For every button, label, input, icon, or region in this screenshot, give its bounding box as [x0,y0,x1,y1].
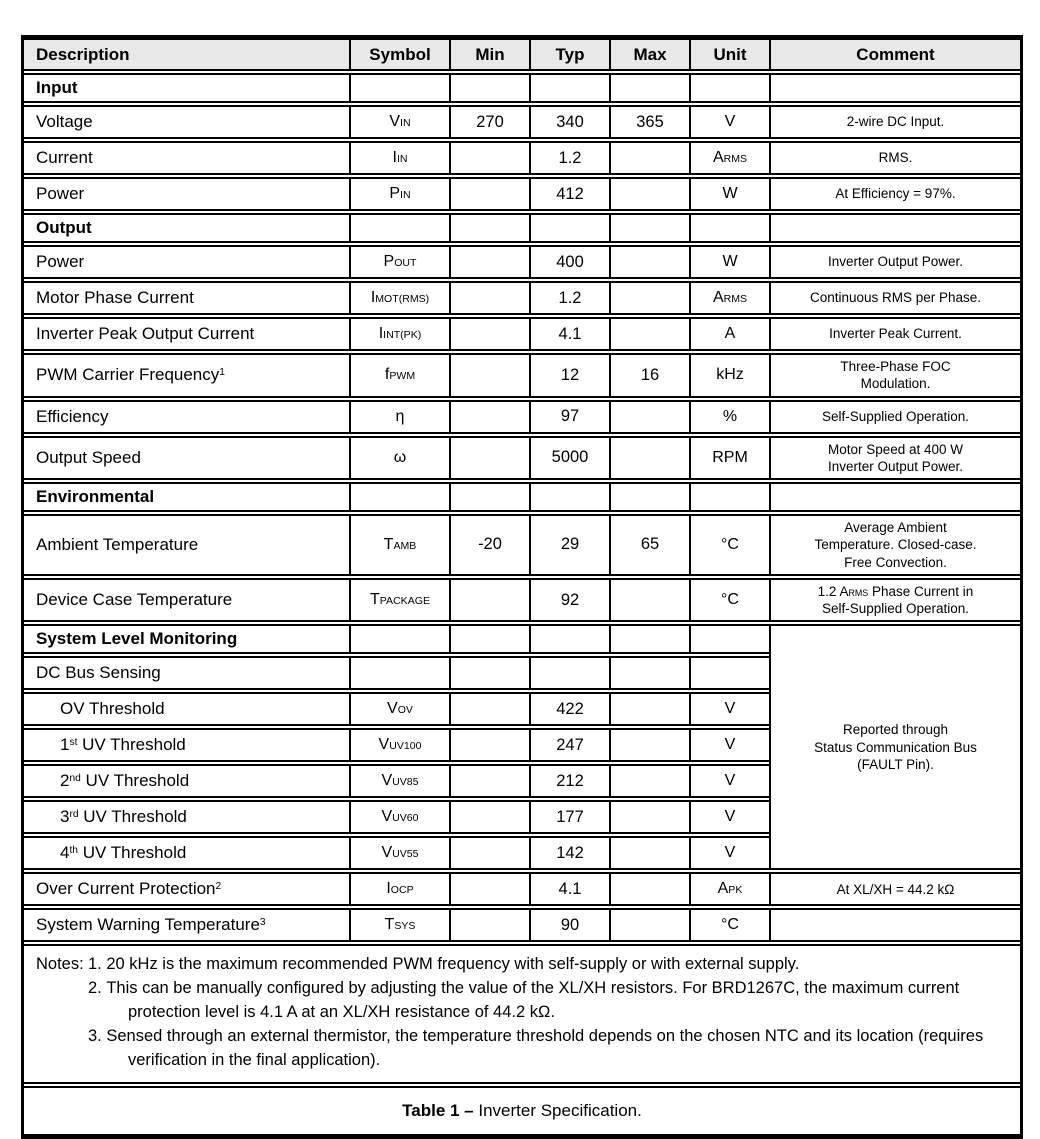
cell-comment: Self-Supplied Operation. [769,400,1020,434]
cell-unit: A [689,317,769,351]
table-body [24,73,1020,942]
cell-symbol: PIN [349,177,449,211]
cell-min [449,624,529,654]
cell-max [609,482,689,512]
cell-max: 365 [609,105,689,139]
column-header-symbol: Symbol [349,38,449,71]
cell-typ: 92 [529,578,609,623]
spec-row [24,281,1020,315]
section-row [24,213,1020,243]
cell-symbol [349,624,449,654]
cell-unit [689,656,769,690]
cell-min [449,245,529,279]
cell-unit: W [689,177,769,211]
cell-description: 1st UV Threshold [24,728,349,762]
cell-unit: RPM [689,436,769,481]
cell-unit: APK [689,872,769,906]
cell-description: System Warning Temperature$^3$ [24,908,349,942]
cell-description: Voltage [24,105,349,139]
cell-unit: ARMS [689,141,769,175]
cell-comment: At XL/XH = 44.2 kΩ [769,872,1020,906]
cell-comment-merged: Reported through Status Communication Bus (FAULT Pin). [769,624,1020,870]
cell-symbol: VUV60 [349,800,449,834]
cell-comment [769,908,1020,942]
section-row [24,73,1020,103]
cell-max [609,177,689,211]
cell-max [609,800,689,834]
spec-row [24,317,1020,351]
cell-description: Motor Phase Current [24,281,349,315]
section-row [24,482,1020,512]
cell-description: Current [24,141,349,175]
cell-symbol [349,482,449,512]
spec-row [24,177,1020,211]
cell-max [609,836,689,870]
cell-typ [529,656,609,690]
cell-min [449,353,529,398]
column-header-min: Min [449,38,529,71]
cell-typ: 412 [529,177,609,211]
cell-typ [529,73,609,103]
cell-unit: ARMS [689,281,769,315]
cell-min [449,656,529,690]
cell-max [609,245,689,279]
cell-comment: 1.2 ARMS Phase Current in Self-Supplied Operation. [769,578,1020,623]
cell-max: 16 [609,353,689,398]
cell-unit [689,213,769,243]
cell-min [449,872,529,906]
cell-min: 270 [449,105,529,139]
cell-typ: 422 [529,692,609,726]
cell-max [609,436,689,481]
cell-comment: Motor Speed at 400 W Inverter Output Power. [769,436,1020,481]
cell-max [609,624,689,654]
caption-label: Table 1 – [402,1101,474,1120]
cell-typ: 1.2 [529,141,609,175]
cell-min [449,800,529,834]
cell-comment: Inverter Output Power. [769,245,1020,279]
cell-unit: kHz [689,353,769,398]
cell-max [609,213,689,243]
cell-unit: V [689,764,769,798]
cell-unit: °C [689,578,769,623]
table-footer [24,944,1020,1136]
cell-description: 4th UV Threshold [24,836,349,870]
section-row [24,624,1020,654]
cell-max [609,872,689,906]
cell-symbol [349,656,449,690]
cell-min [449,281,529,315]
cell-symbol: η [349,400,449,434]
spec-row [24,578,1020,623]
cell-min [449,482,529,512]
caption-cell [24,1086,1020,1136]
cell-typ [529,624,609,654]
cell-description: DC Bus Sensing [24,656,349,690]
cell-min [449,578,529,623]
cell-symbol: TAMB [349,514,449,576]
notes-list [88,953,1010,1073]
cell-typ: 247 [529,728,609,762]
spec-table [24,36,1020,1138]
cell-max [609,764,689,798]
cell-symbol: VUV55 [349,836,449,870]
cell-symbol: IIN [349,141,449,175]
cell-comment [769,73,1020,103]
cell-unit: V [689,692,769,726]
spec-row [24,353,1020,398]
cell-comment [769,482,1020,512]
header-row [24,38,1020,71]
cell-max [609,141,689,175]
cell-min [449,177,529,211]
cell-symbol [349,213,449,243]
notes-cell [24,944,1020,1084]
column-header-comment: Comment [769,38,1020,71]
cell-symbol: TPACKAGE [349,578,449,623]
cell-comment [769,213,1020,243]
caption-row [24,1086,1020,1136]
cell-symbol: IINT(PK) [349,317,449,351]
spec-row [24,436,1020,481]
cell-unit: W [689,245,769,279]
cell-unit: V [689,836,769,870]
cell-max [609,317,689,351]
cell-description: Output Speed [24,436,349,481]
cell-typ: 12 [529,353,609,398]
caption-text: Inverter Specification. [473,1101,642,1120]
cell-max [609,656,689,690]
cell-max [609,692,689,726]
spec-row [24,245,1020,279]
cell-typ: 1.2 [529,281,609,315]
cell-description: Input [24,73,349,103]
table-header [24,38,1020,71]
cell-max [609,73,689,103]
cell-description: Inverter Peak Output Current [24,317,349,351]
cell-min [449,692,529,726]
cell-comment: RMS. [769,141,1020,175]
cell-min [449,436,529,481]
cell-unit: V [689,800,769,834]
cell-min [449,400,529,434]
cell-min: -20 [449,514,529,576]
cell-typ: 97 [529,400,609,434]
cell-unit: V [689,728,769,762]
cell-symbol: TSYS [349,908,449,942]
cell-comment: Continuous RMS per Phase. [769,281,1020,315]
cell-unit: °C [689,514,769,576]
cell-typ: 340 [529,105,609,139]
cell-typ [529,482,609,512]
cell-symbol: VUV85 [349,764,449,798]
cell-comment: Average Ambient Temperature. Closed-case. Free Convection. [769,514,1020,576]
cell-symbol: VIN [349,105,449,139]
cell-typ: 29 [529,514,609,576]
note-item: 1. 20 kHz is the maximum recommended PWM frequency with self-supply or with external supply. [88,955,800,974]
cell-typ [529,213,609,243]
cell-symbol: VUV100 [349,728,449,762]
cell-symbol: IOCP [349,872,449,906]
cell-unit: °C [689,908,769,942]
notes-row [24,944,1020,1084]
cell-symbol: VOV [349,692,449,726]
cell-description: Power [24,177,349,211]
cell-comment: Inverter Peak Current. [769,317,1020,351]
cell-description: System Level Monitoring [24,624,349,654]
cell-max [609,281,689,315]
spec-row [24,105,1020,139]
cell-max [609,908,689,942]
spec-row [24,141,1020,175]
cell-typ: 142 [529,836,609,870]
cell-symbol: fPWM [349,353,449,398]
cell-description: Over Current Protection$^2$ [24,872,349,906]
cell-description: Power [24,245,349,279]
cell-comment: Three-Phase FOC Modulation. [769,353,1020,398]
column-header-unit: Unit [689,38,769,71]
cell-max: 65 [609,514,689,576]
cell-typ: 177 [529,800,609,834]
inverter-spec-table [21,35,1023,1139]
cell-comment: At Efficiency = 97%. [769,177,1020,211]
cell-description: Efficiency [24,400,349,434]
cell-typ: 4.1 [529,317,609,351]
spec-row [24,872,1020,906]
cell-description: Environmental [24,482,349,512]
cell-unit: V [689,105,769,139]
cell-unit: % [689,400,769,434]
cell-symbol: ω [349,436,449,481]
cell-description: 3rd UV Threshold [24,800,349,834]
cell-description: 2nd UV Threshold [24,764,349,798]
cell-description: PWM Carrier Frequency$^1$ [24,353,349,398]
cell-typ: 90 [529,908,609,942]
note-item: 2. This can be manually configured by adjusting the value of the XL/XH resistors. For BRD1267C, the maximum current protection level is 4.1 A at an XL/XH resistance of 44.2 kΩ. [88,979,960,1022]
cell-symbol: IMOT(RMS) [349,281,449,315]
cell-min [449,213,529,243]
spec-row [24,514,1020,576]
cell-description: Output [24,213,349,243]
cell-description: Device Case Temperature [24,578,349,623]
cell-typ: 5000 [529,436,609,481]
spec-row [24,908,1020,942]
cell-unit [689,624,769,654]
cell-max [609,400,689,434]
cell-min [449,728,529,762]
column-header-typ: Typ [529,38,609,71]
cell-min [449,836,529,870]
column-header-description: Description [24,38,349,71]
cell-symbol [349,73,449,103]
cell-typ: 212 [529,764,609,798]
cell-description: OV Threshold [24,692,349,726]
cell-max [609,728,689,762]
cell-min [449,908,529,942]
cell-min [449,141,529,175]
cell-unit [689,482,769,512]
cell-description: Ambient Temperature [24,514,349,576]
notes-label: Notes: [36,955,84,974]
cell-typ: 400 [529,245,609,279]
column-header-max: Max [609,38,689,71]
cell-unit [689,73,769,103]
cell-symbol: POUT [349,245,449,279]
spec-row [24,400,1020,434]
cell-comment: 2-wire DC Input. [769,105,1020,139]
cell-max [609,578,689,623]
cell-min [449,317,529,351]
cell-typ: 4.1 [529,872,609,906]
cell-min [449,73,529,103]
note-item: 3. Sensed through an external thermistor, the temperature threshold depends on the chosen NTC and its location (requires verification in the final application). [88,1027,984,1070]
cell-min [449,764,529,798]
